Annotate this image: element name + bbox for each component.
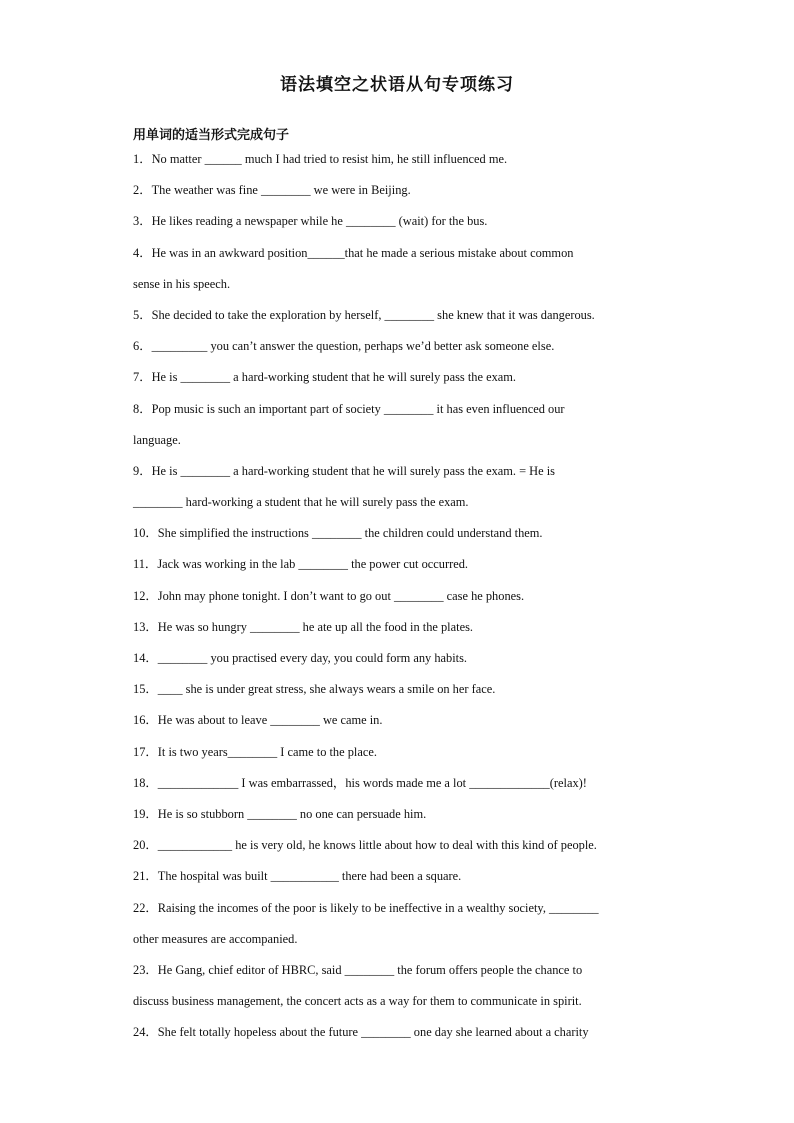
exercise-line: 21．The hospital was built ___________ there had been a square. bbox=[133, 869, 462, 884]
exercise-line: 22．Raising the incomes of the poor is likely to be ineffective in a wealthy society, ________ bbox=[133, 900, 599, 915]
exercise-line: ________ hard-working a student that he will surely pass the exam. bbox=[133, 495, 469, 510]
exercise-line: discuss business management, the concert acts as a way for them to communicate in spirit. bbox=[133, 994, 582, 1009]
exercise-line: 18．_____________ I was embarrassed，his words made me a lot _____________(relax)! bbox=[133, 775, 587, 790]
exercise-line: 10．She simplified the instructions ________ the children could understand them. bbox=[133, 526, 543, 541]
exercise-line: 19．He is so stubborn ________ no one can persuade him. bbox=[133, 806, 427, 821]
exercise-line: 20．____________ he is very old, he knows little about how to deal with this kind of people. bbox=[133, 838, 597, 853]
exercise-line: 4．He was in an awkward position______that he made a serious mistake about common bbox=[133, 245, 574, 260]
exercise-line: 7．He is ________ a hard-working student that he will surely pass the exam. bbox=[133, 370, 517, 385]
exercise-line: 16．He was about to leave ________ we came in. bbox=[133, 713, 383, 728]
exercise-line: 3．He likes reading a newspaper while he ________ (wait) for the bus. bbox=[133, 214, 488, 229]
exercise-line: sense in his speech. bbox=[133, 276, 231, 291]
exercise-line: other measures are accompanied. bbox=[133, 931, 298, 946]
exercise-line: 8．Pop music is such an important part of society ________ it has even influenced our bbox=[133, 401, 565, 416]
exercise-line: 24．She felt totally hopeless about the future ________ one day she learned about a charity bbox=[133, 1025, 589, 1040]
document-title: 语法填空之状语从句专项练习 bbox=[280, 75, 514, 95]
exercise-line: 23．He Gang, chief editor of HBRC, said ________ the forum offers people the chance to bbox=[133, 962, 583, 977]
exercise-list bbox=[133, 150, 673, 1054]
exercise-line: 11．Jack was working in the lab ________ the power cut occurred. bbox=[133, 557, 469, 572]
exercise-line: 14．________ you practised every day, you could form any habits. bbox=[133, 651, 468, 665]
exercise-line: 6．_________ you can’t answer the question, perhaps we’d better ask someone else. bbox=[133, 339, 555, 354]
exercise-line: 12．John may phone tonight. I don’t want to go out ________ case he phones. bbox=[133, 588, 525, 603]
section-heading: 用单词的适当形式完成句子 bbox=[133, 128, 290, 143]
exercise-line: 1．No matter ______ much I had tried to resist him, he still influenced me. bbox=[133, 152, 508, 166]
exercise-line: 2．The weather was fine ________ we were in Beijing. bbox=[133, 183, 411, 198]
exercise-line: language. bbox=[133, 432, 181, 447]
exercise-line: 13．He was so hungry ________ he ate up all the food in the plates. bbox=[133, 619, 473, 634]
exercise-line: 15．____ she is under great stress, she always wears a smile on her face. bbox=[133, 682, 496, 697]
exercise-line: 5．She decided to take the exploration by herself, ________ she knew that it was dangerous. bbox=[133, 307, 595, 322]
exercise-line: 17．It is two years________ I came to the place. bbox=[133, 744, 377, 759]
exercise-line: 9．He is ________ a hard-working student that he will surely pass the exam. = He is bbox=[133, 463, 555, 478]
